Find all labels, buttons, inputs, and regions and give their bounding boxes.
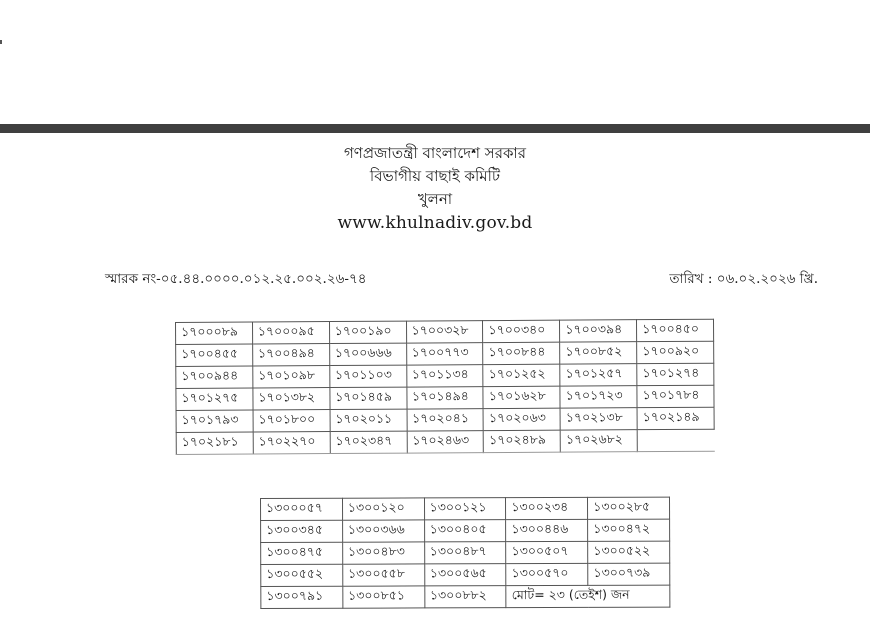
table-cell: ১৩০০৪৮৭ <box>424 542 506 564</box>
edge-mark <box>0 40 2 44</box>
table-cell: ১৩০০৪০৫ <box>424 520 506 542</box>
total-cell: মোট= ২৩ (তেইশ) জন <box>506 585 670 608</box>
table-cell: ১৩০০২৩৪ <box>506 497 588 519</box>
table-cell: ১৩০০৫৬৫ <box>424 564 506 586</box>
table-cell: ১৭০১৪৫৯ <box>330 387 407 409</box>
table-cell: ১৭০১৭৯৩ <box>176 410 253 432</box>
table-cell: ১৩০০০৫৭ <box>261 498 343 520</box>
table-cell: ১৩০০৫৫৮ <box>343 564 425 586</box>
table-cell: ১৩০০৩৬৬ <box>342 520 424 542</box>
table-cell: ১৭০২২৭০ <box>253 432 330 454</box>
table-cell: ১৭০১১৩৪ <box>406 365 483 387</box>
table-row <box>176 429 714 454</box>
table-cell: ১৭০২০১১ <box>330 409 407 431</box>
table-cell: ১৭০১৬২৮ <box>483 386 560 408</box>
table-row <box>176 385 714 410</box>
table-cell: ১৭০২১৪৯ <box>637 407 714 429</box>
blank-top-area <box>0 0 870 124</box>
table-cell: ১৩০০২৮৫ <box>588 497 670 519</box>
page-divider <box>0 124 870 133</box>
table-cell <box>637 429 714 451</box>
table-cell: ১৭০০৪৫৫ <box>176 344 253 366</box>
table-cell: ১৭০০১৯০ <box>329 321 406 343</box>
table-cell: ১৩০০১২০ <box>342 498 424 520</box>
table-cell: ১৭০২৬৮২ <box>560 430 637 452</box>
table-cell: ১৭০১২৫২ <box>483 364 560 386</box>
document-header <box>0 142 870 235</box>
table-cell: ১৭০১৭২৩ <box>560 386 637 408</box>
table-cell: ১৭০১০৯৮ <box>253 366 330 388</box>
division-name: খুলনা <box>417 190 453 208</box>
table-cell: ১৭০১২৭৫ <box>176 388 253 410</box>
table-cell: ১৩০০৫০৭ <box>506 541 588 563</box>
table-cell: ১৩০০৪৭৫ <box>261 542 343 564</box>
table-row <box>261 585 670 608</box>
table-cell: ১৭০১২৫৭ <box>560 364 637 386</box>
table-cell: ১৭০২৪৮৯ <box>484 430 561 452</box>
table-cell: ১৩০০৮৫১ <box>343 586 425 608</box>
table-cell: ১৩০০৫৫২ <box>261 564 343 586</box>
table-cell: ১৩০০৪৮৩ <box>342 542 424 564</box>
table-cell: ১৩০০৮৮২ <box>424 586 506 608</box>
table-cell: ১৭০১৪৯৪ <box>406 387 483 409</box>
table-cell: ১৭০১৮০০ <box>253 410 330 432</box>
table-cell: ১৭০২০৪১ <box>407 409 484 431</box>
table-cell: ১৭০০৮৪৪ <box>483 342 560 364</box>
memo-number: স্মারক নং-০৫.৪৪.০০০০.০১২.২৫.০০২.২৬-৭৪ <box>105 271 367 287</box>
table-cell: ১৩০০৭৩৯ <box>588 563 670 585</box>
table-cell: ১৩০০৫৭০ <box>506 563 588 585</box>
table-cell: ১৩০০৫২২ <box>588 541 670 563</box>
table-cell: ১৩০০৩৪৫ <box>261 520 343 542</box>
table-cell: ১৭০০৯৪৪ <box>176 366 253 388</box>
table-cell: ১৭০১১০৩ <box>329 365 406 387</box>
government-title: গণপ্রজাতন্ত্রী বাংলাদেশ সরকার <box>343 144 527 162</box>
website-text: www.khulnadiv.gov.bd <box>337 213 533 233</box>
table-row <box>261 541 670 564</box>
committee-title: বিভাগীয় বাছাই কমিটি <box>369 167 501 185</box>
table-cell: ১৭০০০৯৫ <box>252 322 329 344</box>
table-cell: ১৭০০৩২৮ <box>406 321 483 343</box>
table-cell: ১৭০০৯২০ <box>637 341 714 363</box>
table-cell: ১৭০২১৩৮ <box>560 408 637 430</box>
table-cell: ১৭০১৩৮২ <box>253 388 330 410</box>
roll-table-1 <box>175 319 715 455</box>
table-cell: ১৭০২৪৬৩ <box>407 431 484 453</box>
table-cell: ১৭০০০৮৯ <box>176 322 253 344</box>
table-cell: ১৭০০৪৯৪ <box>252 344 329 366</box>
table-cell: ১৭০০৪৫০ <box>637 319 714 341</box>
table-cell: ১৭০২০৬৩ <box>483 408 560 430</box>
table-cell: ১৭০০৩৪০ <box>483 320 560 342</box>
table-cell: ১৭০২১৮১ <box>176 432 253 454</box>
table-row <box>176 363 714 388</box>
table-row <box>261 497 670 520</box>
table-cell: ১৩০০৪৭২ <box>588 519 670 541</box>
table-cell: ১৭০২৩৪৭ <box>330 431 407 453</box>
table-cell: ১৭০১২৭৪ <box>637 363 714 385</box>
table-cell: ১৭০০৮৫২ <box>560 342 637 364</box>
table-row <box>261 519 670 542</box>
table-cell: ১৩০০৪৪৬ <box>506 519 588 541</box>
table-cell: ১৩০০১২১ <box>424 498 506 520</box>
table-cell: ১৩০০৭৯১ <box>261 586 343 608</box>
table-cell: ১৭০০৬৬৬ <box>329 343 406 365</box>
table-cell: ১৭০০৩৯৪ <box>560 320 637 342</box>
table-row <box>261 563 670 586</box>
table-cell: ১৭০১৭৮৪ <box>637 385 714 407</box>
table-cell: ১৭০০৭৭৩ <box>406 343 483 365</box>
table-row <box>176 407 714 432</box>
roll-table-2 <box>260 497 670 609</box>
document-date: তারিখ : ০৬.০২.২০২৬ খ্রি. <box>669 271 818 287</box>
